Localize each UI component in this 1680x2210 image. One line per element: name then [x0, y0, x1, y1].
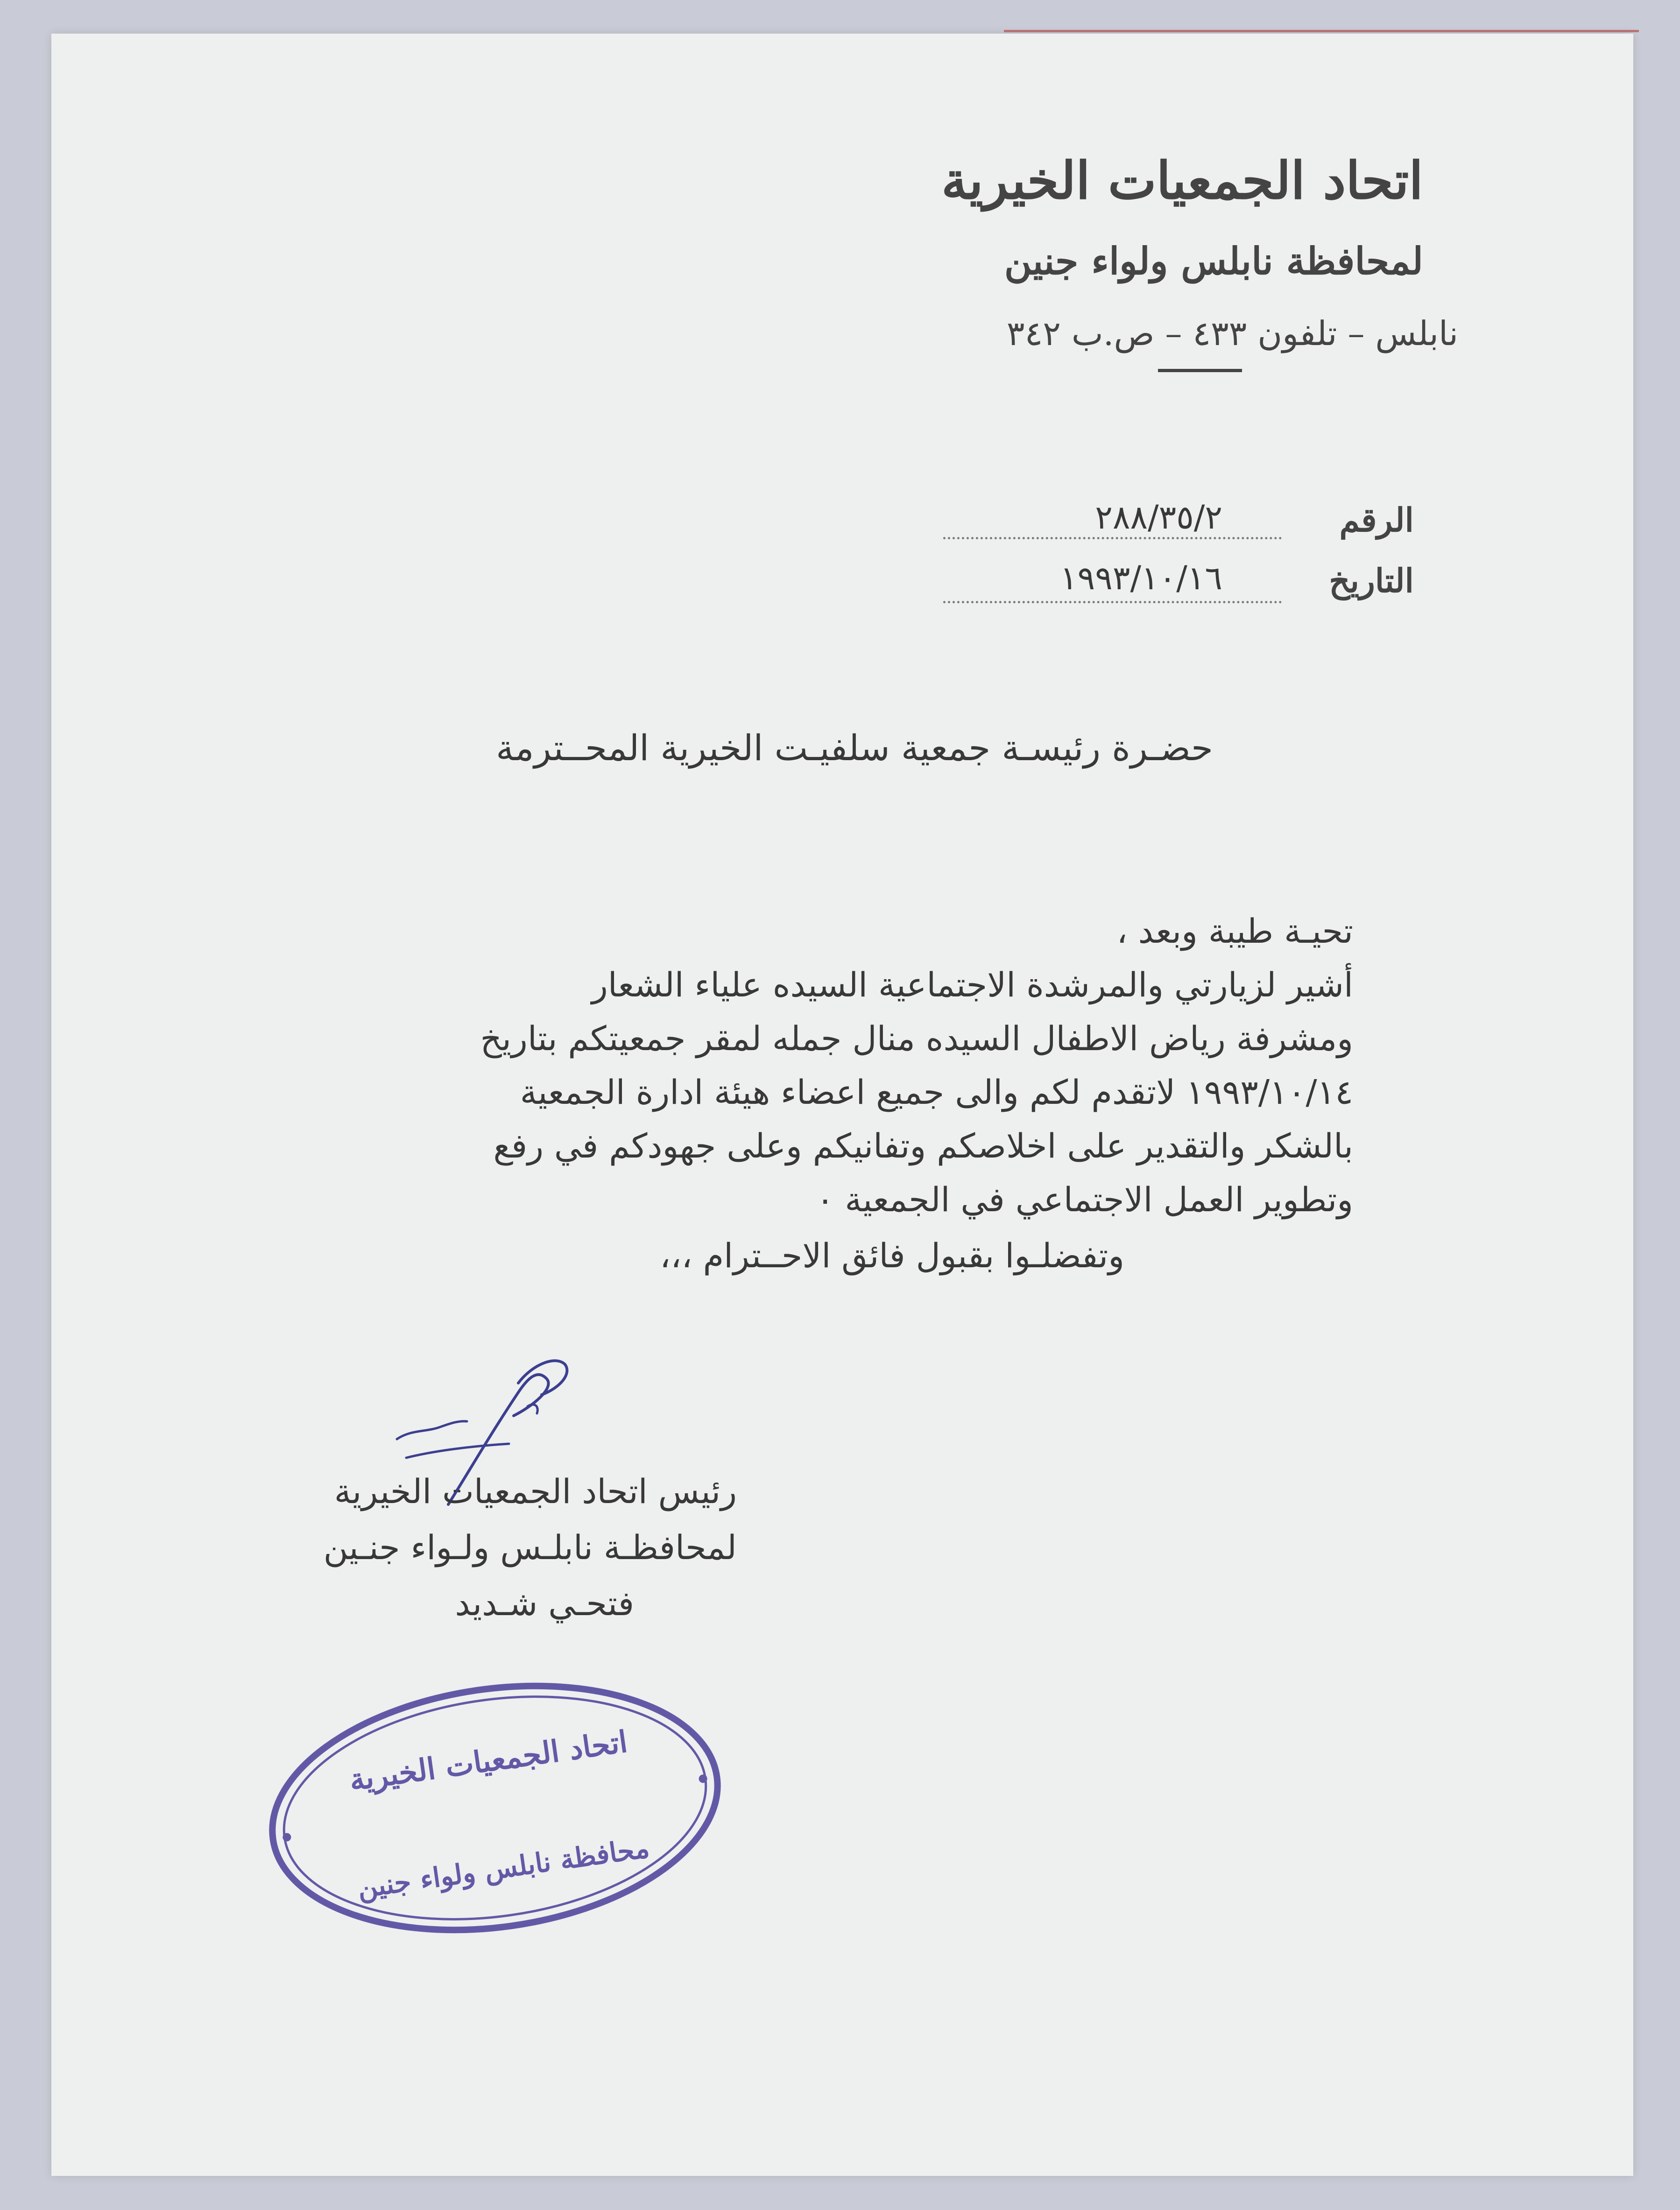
ref-date-dotted-line	[943, 601, 1282, 603]
signatory-title-1: رئيس اتحاد الجمعيات الخيرية	[334, 1472, 737, 1511]
signatory-title-2: لمحافظـة نابلـس ولـواء جنـين	[323, 1528, 737, 1567]
ref-number-label: الرقم	[1339, 501, 1414, 539]
stamp-top-text: اتحاد الجمعيات الخيرية	[347, 1724, 630, 1798]
org-name: اتحاد الجمعيات الخيرية	[941, 150, 1423, 211]
official-stamp	[238, 1659, 752, 1957]
ref-date-value: ١٩٩٣/١٠/١٦	[1060, 559, 1222, 597]
org-region: لمحافظة نابلس ولواء جنين	[1004, 239, 1423, 283]
letter-paper	[51, 34, 1633, 2176]
body-line-5: وتطوير العمل الاجتماعي في الجمعية ٠	[816, 1180, 1353, 1219]
body-line-1: أشير لزيارتي والمرشدة الاجتماعية السيده علياء الشعار	[592, 965, 1353, 1004]
ref-date-label: التاريخ	[1329, 561, 1414, 600]
org-contact: نابلس – تلفون ٤٣٣ – ص.ب ٣٤٢	[1006, 314, 1458, 353]
recipient-line: حضـرة رئيسـة جمعية سلفيـت الخيرية المحــترمة	[496, 727, 1213, 769]
ref-number-value: ٢٨٨/٣٥/٢	[1095, 498, 1222, 537]
signatory-name: فتحـي شـديد	[455, 1584, 634, 1623]
body-line-2: ومشرفة رياض الاطفال السيده منال جمله لمقر جمعيتكم بتاريخ	[480, 1019, 1353, 1058]
closing-line: وتفضلـوا بقبول فائق الاحــترام ،،،	[660, 1236, 1124, 1275]
greeting: تحيـة طيبة وبعد ،	[1116, 911, 1353, 951]
red-edge-mark	[1004, 30, 1639, 32]
body-line-4: بالشكر والتقدير على اخلاصكم وتفانيكم وعلى جهودكم في رفع	[493, 1126, 1353, 1165]
body-line-3: ١٩٩٣/١٠/١٤ لاتقدم لكم والى جميع اعضاء هيئة ادارة الجمعية	[520, 1073, 1353, 1112]
ref-number-dotted-line	[943, 537, 1282, 539]
stamp-bottom-text: محافظة نابلس ولواء جنين	[355, 1832, 651, 1905]
letterhead-divider	[1158, 369, 1242, 372]
